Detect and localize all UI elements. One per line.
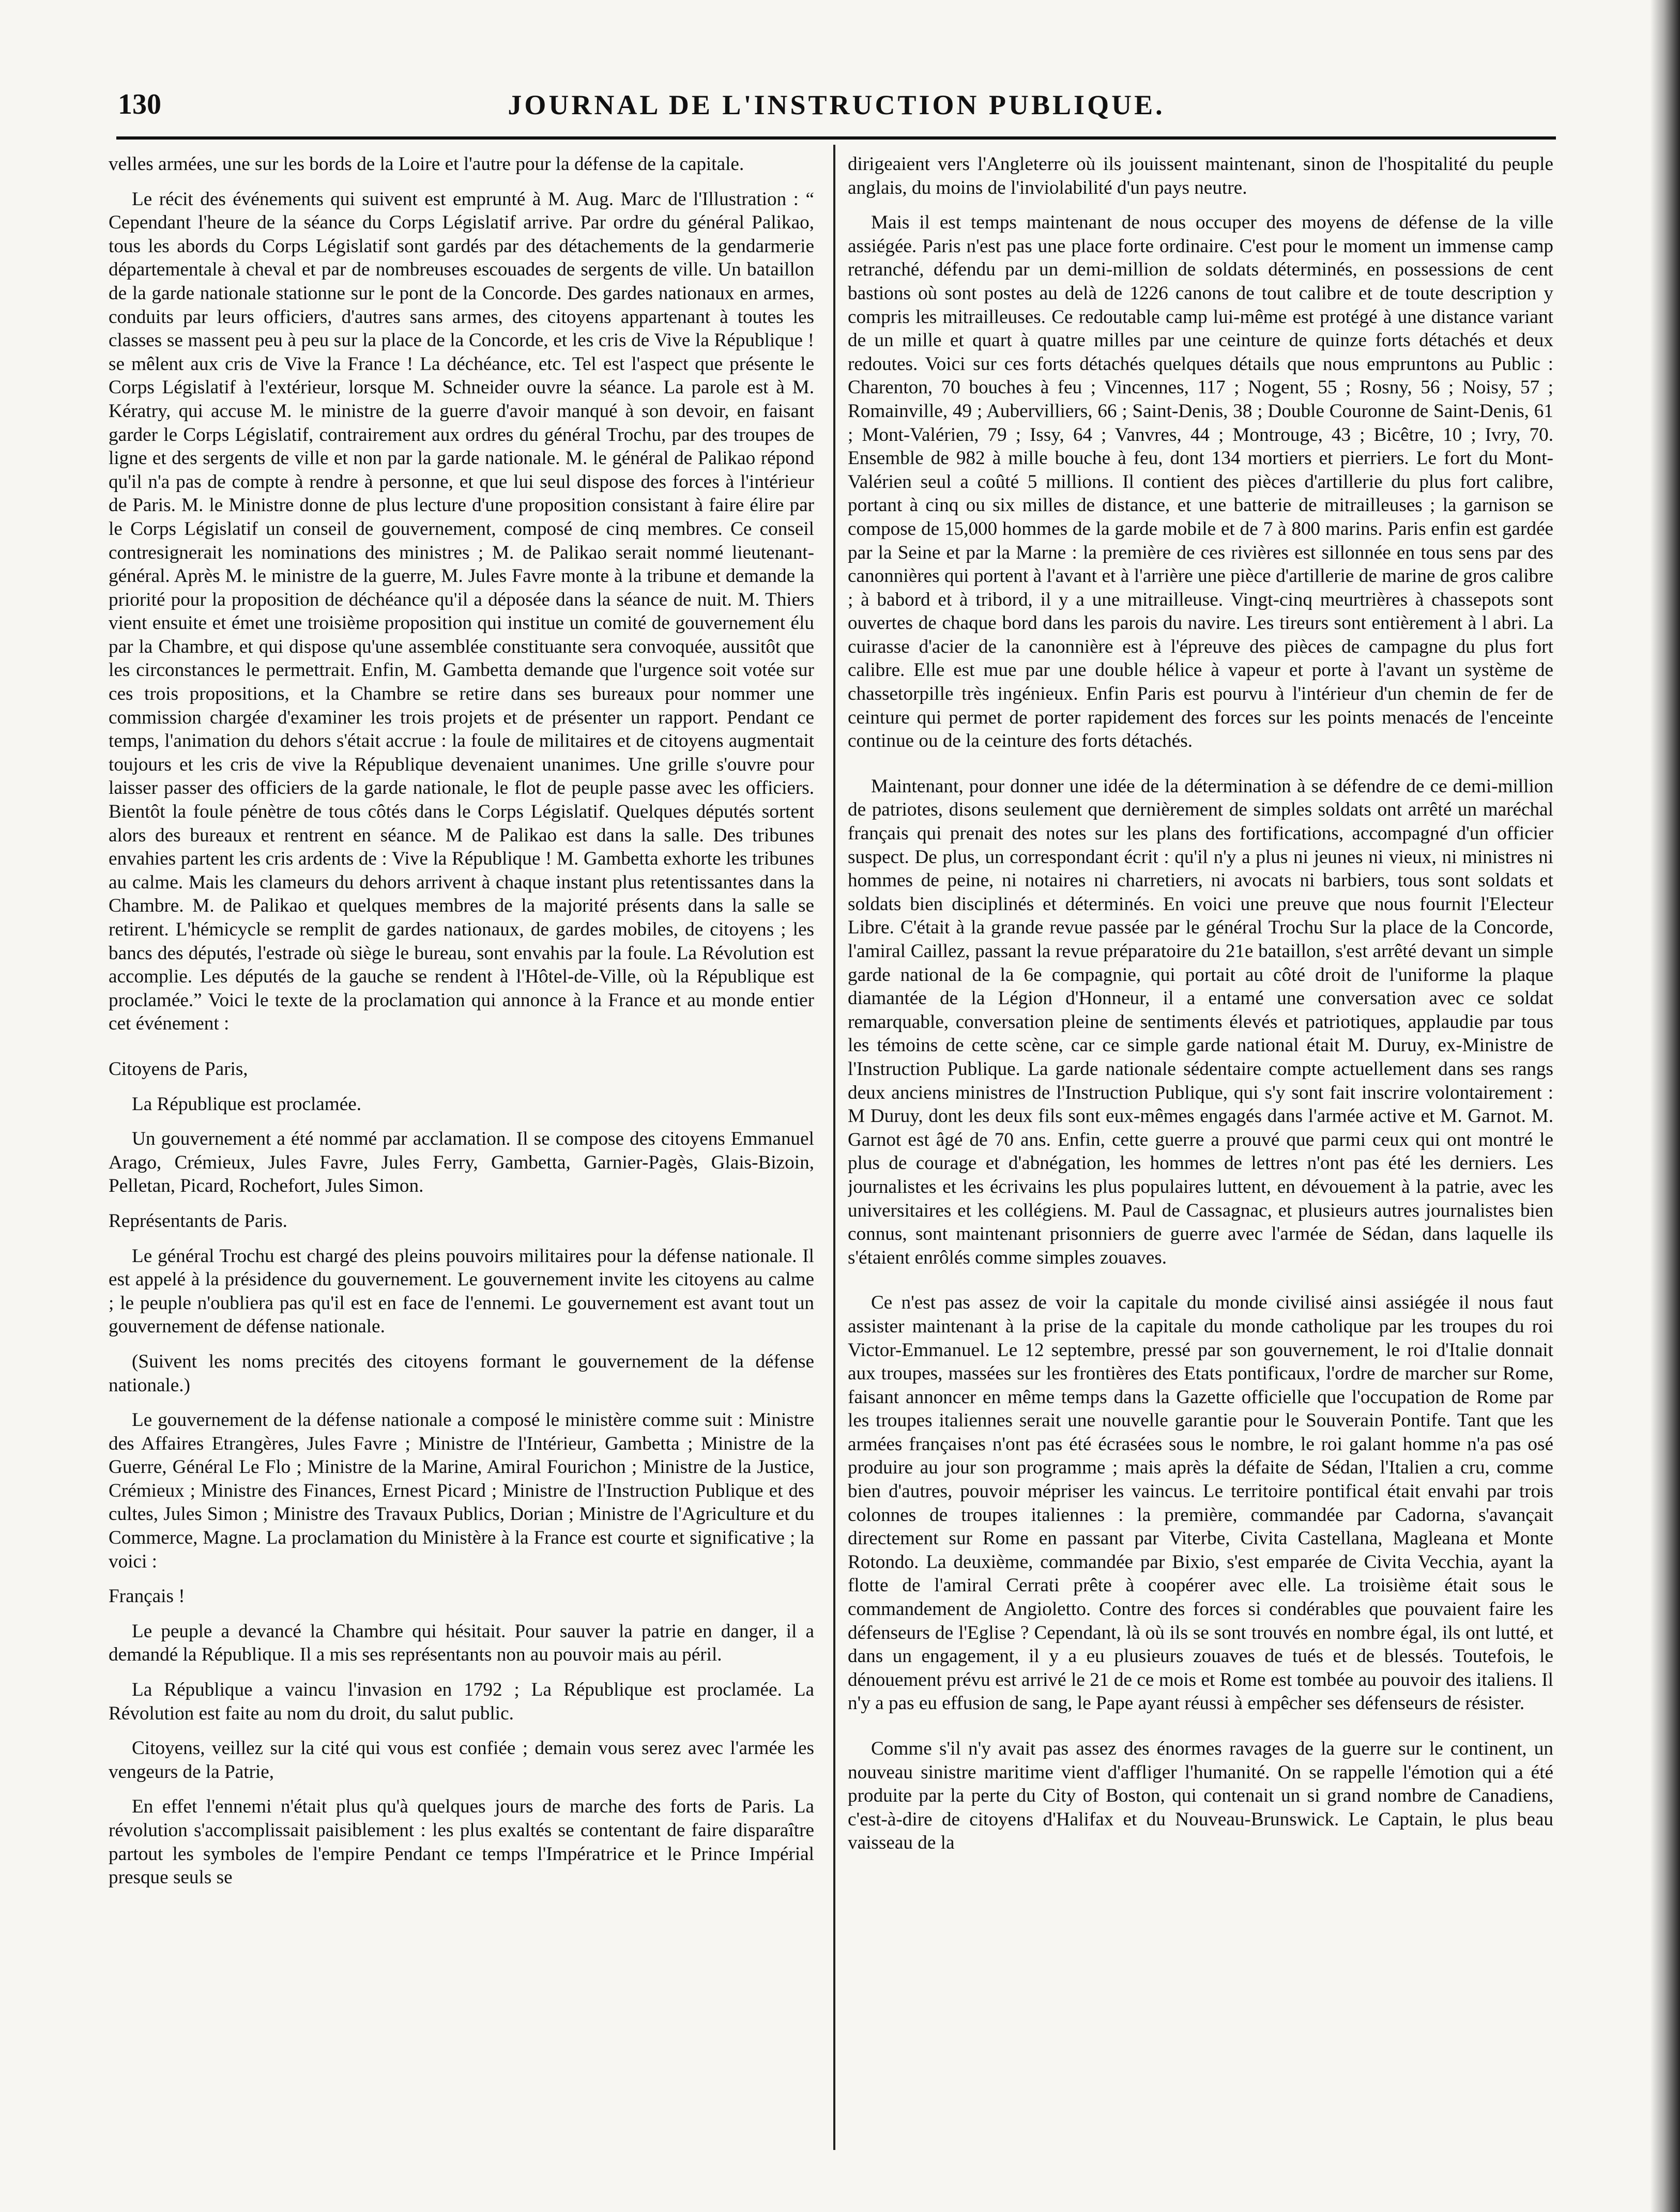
right-column [848, 152, 1553, 2168]
paragraph: Français ! [109, 1586, 185, 1607]
paragraph: La République a vaincu l'invasion en 1792 ; La République est proclamée. La Révolution est faite au nom du droit, du salut public. [109, 1679, 814, 1724]
paragraph: Représentants de Paris. [109, 1210, 287, 1232]
paragraph: Le récit des événements qui suivent est emprunté à M. Aug. Marc de l'Illustration : “ Cependant l'heure de la séance du Corps Législatif arrive. Par ordre du général Palikao, tous les abords du Corps Législatif sont gardés par des détachements de la gendarmerie départementale à cheval et par de nombreuses escouades de sergents de ville. Un bataillon de la garde nationale stationne sur le pont de la Concorde. Des gardes nationaux en armes, conduits par leurs officiers, d'autres sans armes, des citoyens appartenant à toutes les classes se massent peu à peu sur la place de la Concorde, et les cris de Vive la République ! se mêlent aux cris de Vive la France ! La déchéance, etc. Tel est l'aspect que présente le Corps Législatif à l'extérieur, lorsque M. Schneider ouvre la séance. La parole est à M. Kératry, qui accuse M. le ministre de la guerre d'avoir manqué à son devoir, en faisant garder le Corps Législatif, contrairement aux ordres du général Trochu, par des troupes de ligne et des sergents de ville et non par la garde nationale. M. le général de Palikao répond qu'il n'a pas de compte à rendre à personne, et que lui seul dispose des forces à l'intérieur de Paris. M. le Ministre donne de plus lecture d'une proposition consistant à faire élire par le Corps Législatif un conseil de gouvernement, composé de cinq membres. Ce conseil contresignerait les nominations des ministres ; M. de Palikao serait nommé lieutenant-général. Après M. le ministre de la guerre, M. Jules Favre monte à la tribune et demande la priorité pour la proposition de déchéance qu'il a déposée dans la séance de nuit. M. Thiers vient ensuite et émet une troisième proposition qui institue un comité de gouvernement élu par la Chambre, et qui dispose qu'une assemblée constituante sera convoquée, aussitôt que les circonstances le permettrait. Enfin, M. Gambetta demande que l'urgence soit votée sur ces trois propositions, et la Chambre se retire dans ses bureaux pour nommer une commission chargée d'examiner les trois projets et de présenter un rapport. Pendant ce temps, l'animation du dehors s'était accrue : la foule de militaires et de citoyens augmentait toujours et les cris de vive la République devenaient unanimes. Une grille s'ouvre pour laisser passer des officiers de la garde nationale, le flot de peuple passe avec les officiers. Bientôt la foule pénètre de tous côtés dans le Corps Législatif. Quelques députés sortent alors des bureaux et rentrent en séance. M de Palikao est dans la salle. Des tribunes envahies partent les cris ardents de : Vive la République ! M. Gambetta exhorte les tribunes au calme. Mais les clameurs du dehors arrivent à chaque instant plus retentissantes dans la Chambre. M. de Palikao et quelques membres de la majorité présents dans la salle se retirent. L'hémicycle se remplit de gardes nationaux, de gardes mobiles, de citoyens ; les bancs des députés, l'estrade où siège le bureau, sont envahis par la foule. La Révolution est accomplie. Les députés de la gauche se rendent à l'Hôtel-de-Ville, où la République est proclamée.” Voici le texte de la proclamation qui annonce à la France et au monde entier cet événement : [109, 188, 814, 1035]
page-header [118, 88, 1555, 129]
paragraph: Un gouvernement a été nommé par acclamation. Il se compose des citoyens Emmanuel Arago, Crémieux, Jules Favre, Jules Ferry, Gambetta, Garnier-Pagès, Glais-Bizoin, Pelletan, Picard, Rochefort, Jules Simon. [109, 1128, 814, 1197]
paragraph: dirigeaient vers l'Angleterre où ils jouissent maintenant, sinon de l'hospitalité du peuple anglais, du moins de l'inviolabilité d'un pays neutre. [848, 153, 1553, 198]
paragraph: La République est proclamée. [132, 1093, 362, 1115]
paragraph: Comme s'il n'y avait pas assez des énormes ravages de la guerre sur le continent, un nouveau sinistre maritime vient d'affliger l'humanité. On se rappelle l'émotion qui a été produite par la perte du City of Boston, qui contenait un si grand nombre de Canadiens, c'est-à-dire de citoyens d'Halifax et du Nouveau-Brunswick. Le Captain, le plus beau vaisseau de la [848, 1738, 1553, 1854]
running-title: JOURNAL DE L'INSTRUCTION PUBLIQUE. [508, 89, 1165, 120]
paragraph: Mais il est temps maintenant de nous occuper des moyens de défense de la ville assiégée. Paris n'est pas une place forte ordinaire. C'est pour le moment un immense camp retranché, défendu par un demi-million de soldats déterminés, en possessions de cent bastions où sont postes au delà de 1226 canons de tout calibre et de toute description y compris les mitrailleuses. Ce redoutable camp lui-même est protégé à une distance variant de un mille et quart à quatre milles par une ceinture de quinze forts détachés et deux redoutes. Voici sur ces forts détachés quelques détails que nous empruntons au Public : Charenton, 70 bouches à feu ; Vincennes, 117 ; Nogent, 55 ; Rosny, 56 ; Noisy, 57 ; Romainville, 49 ; Aubervilliers, 66 ; Saint-Denis, 38 ; Double Couronne de Saint-Denis, 61 ; Mont-Valérien, 79 ; Issy, 64 ; Vanvres, 44 ; Montrouge, 43 ; Bicêtre, 10 ; Ivry, 70. Ensemble de 982 à mille bouche à feu, dont 134 mortiers et pierriers. Le fort du Mont-Valérien seul a coûté 5 millions. Il contient des pièces d'artillerie du plus fort calibre, portant à cinq ou six milles de distance, et une batterie de mitrailleuses ; la garnison se compose de 15,000 hommes de la garde mobile et de 7 à 800 marins. Paris enfin est gardée par la Seine et par la Marne : la première de ces rivières est sillonnée en tous sens par des canonnières qui portent à l'avant et à l'arrière une pièce d'artillerie de marine de gros calibre ; à babord et à tribord, il y a une mitrailleuse. Vingt-cinq meurtrières à chassepots sont ouvertes de chaque bord dans les parois du navire. Les tireurs sont entièrement à l abri. La cuirasse d'acier de la canonnière est à l'épreuve des pièces de campagne du plus fort calibre. Elle est mue par une double hélice à vapeur et porte à l'avant un système de chassetorpille très ingénieux. Enfin Paris est pourvu à l'intérieur d'un chemin de fer de ceinture qui permet de porter rapidement des forces sur les points menacés de l'enceinte continue ou de la ceinture des forts détachés. [848, 212, 1553, 752]
paragraph: velles armées, une sur les bords de la Loire et l'autre pour la défense de la capitale. [109, 153, 744, 175]
paragraph: Maintenant, pour donner une idée de la détermination à se défendre de ce demi-million de patriotes, disons seulement que dernièrement de simples soldats ont arrêté un maréchal français qui prenait des notes sur les plans des fortifications, accompagné d'un officier suspect. De plus, un correspondant écrit : qu'il n'y a plus ni jeunes ni vieux, ni ministres ni hommes de peine, ni notaires ni charretiers, ni avocats ni barbiers, tous sont soldats et soldats bien disciplinés et déterminés. En voici une preuve que nous fournit l'Electeur Libre. C'était à la grande revue passée par le général Trochu Sur la place de la Concorde, l'amiral Caillez, passant la revue préparatoire du 21e bataillon, s'est arrêté devant un simple garde national de la 6e compagnie, qui portait au côté droit de l'uniforme la plaque diamantée de la Légion d'Honneur, il a entamé une conversation avec ce soldat remarquable, conversation pleine de sentiments élevés et patriotiques, applaudie par tous les témoins de cette scène, car ce simple garde national était M. Duruy, ex-Ministre de l'Instruction Publique. La garde nationale sédentaire compte actuellement dans ses rangs deux anciens ministres de l'Instruction Publique, qui s'y sont fait inscrire volontairement : M Duruy, dont les deux fils sont eux-mêmes engagés dans l'armée active et M. Garnot. M. Garnot est âgé de 70 ans. Enfin, cette guerre a prouvé que parmi ceux qui ont montré le plus de courage et d'abnégation, les hommes de lettres n'ont pas été les derniers. Les journalistes et les écrivains les plus populaires luttent, en dévouement à la patrie, avec les universitaires et les collégiens. M. Paul de Cassagnac, et plusieurs autres journalistes bien connus, sont maintenant prisonniers de guerre avec l'armée de Sédan, dans laquelle ils s'étaient enrôlés comme simples zouaves. [848, 775, 1553, 1268]
paragraph: Ce n'est pas assez de voir la capitale du monde civilisé ainsi assiégée il nous faut assister maintenant à la prise de la capitale du monde catholique par les troupes du roi Victor-Emmanuel. Le 12 septembre, pressé par son gouvernement, le roi d'Italie donnait aux troupes, massées sur les frontières des Etats pontificaux, l'ordre de marcher sur Rome, faisant annoncer en même temps dans la Gazette officielle que l'occupation de Rome par les troupes italiennes serait une nouvelle garantie pour le Souverain Pontife. Tant que les armées françaises n'ont pas été écrasées sous le nombre, le roi galant homme n'a pas osé produire au jour son programme ; mais après la défaite de Sédan, l'Italien a cru, comme bien d'autres, pouvoir mépriser les vaincus. Le territoire pontifical était envahi par trois colonnes de troupes italiennes : la première, commandée par Cadorna, s'avançait directement sur Rome en passant par Viterbe, Civita Castellana, Magleana et Monte Rotondo. La deuxième, commandée par Bixio, s'est emparée de Civita Vecchia, ayant la flotte de l'amiral Cerrati prête à coopérer avec elle. La troisième était sous le commandement de Angioletto. Contre des forces si condérables que pouvaient faire les défenseurs de l'Eglise ? Cependant, là où ils se sont trouvés en nombre égal, ils ont lutté, et dans un engagement, il y a eu plusieurs zouaves de tués et de blessés. Toutefois, le dénouement prévu est arrivé le 21 de ce mois et Rome est tombée au pouvoir des italiens. Il n'y a pas eu effusion de sang, le Pape ayant réussi à empêcher ses défenseurs de résister. [848, 1292, 1553, 1714]
paragraph: En effet l'ennemi n'était plus qu'à quelques jours de marche des forts de Paris. La révolution s'accomplissait paisiblement : les plus exaltés se contentant de faire disparaître partout les symboles de l'empire Pendant ce temps l'Impératrice et le Prince Impérial presque seuls se [109, 1796, 814, 1888]
page-number: 130 [118, 88, 161, 120]
paragraph: Le peuple a devancé la Chambre qui hésitait. Pour sauver la patrie en danger, il a demandé la République. Il a mis ses représentants non au pouvoir mais au péril. [109, 1620, 814, 1666]
paragraph: Citoyens, veillez sur la cité qui vous est confiée ; demain vous serez avec l'armée les vengeurs de la Patrie, [109, 1738, 814, 1783]
header-rule [116, 136, 1556, 140]
left-column [109, 152, 814, 2168]
paragraph: Le général Trochu est chargé des pleins pouvoirs militaires pour la défense nationale. Il est appelé à la présidence du gouvernement. Le gouvernement invite les citoyens au calme ; le peuple n'oubliera pas qu'il est en face de l'ennemi. Le gouvernement est avant tout un gouvernement de défense nationale. [109, 1245, 814, 1338]
paragraph: Citoyens de Paris, [109, 1058, 248, 1080]
scan-edge-shadow [1650, 0, 1680, 2212]
paragraph: (Suivent les noms precités des citoyens formant le gouvernement de la défense nationale.) [109, 1350, 814, 1396]
column-divider [833, 145, 835, 2150]
paragraph: Le gouvernement de la défense nationale a composé le ministère comme suit : Ministre des Affaires Etrangères, Jules Favre ; Ministre de l'Intérieur, Gambetta ; Ministre de la Guerre, Général Le Flo ; Ministre de la Marine, Amiral Fourichon ; Ministre de la Justice, Crémieux ; Ministre des Finances, Ernest Picard ; Ministre de l'Instruction Publique et des cultes, Jules Simon ; Ministre des Travaux Publics, Dorian ; Ministre de l'Agriculture et du Commerce, Magne. La proclamation du Ministère à la France est courte et significative ; la voici : [109, 1409, 814, 1572]
